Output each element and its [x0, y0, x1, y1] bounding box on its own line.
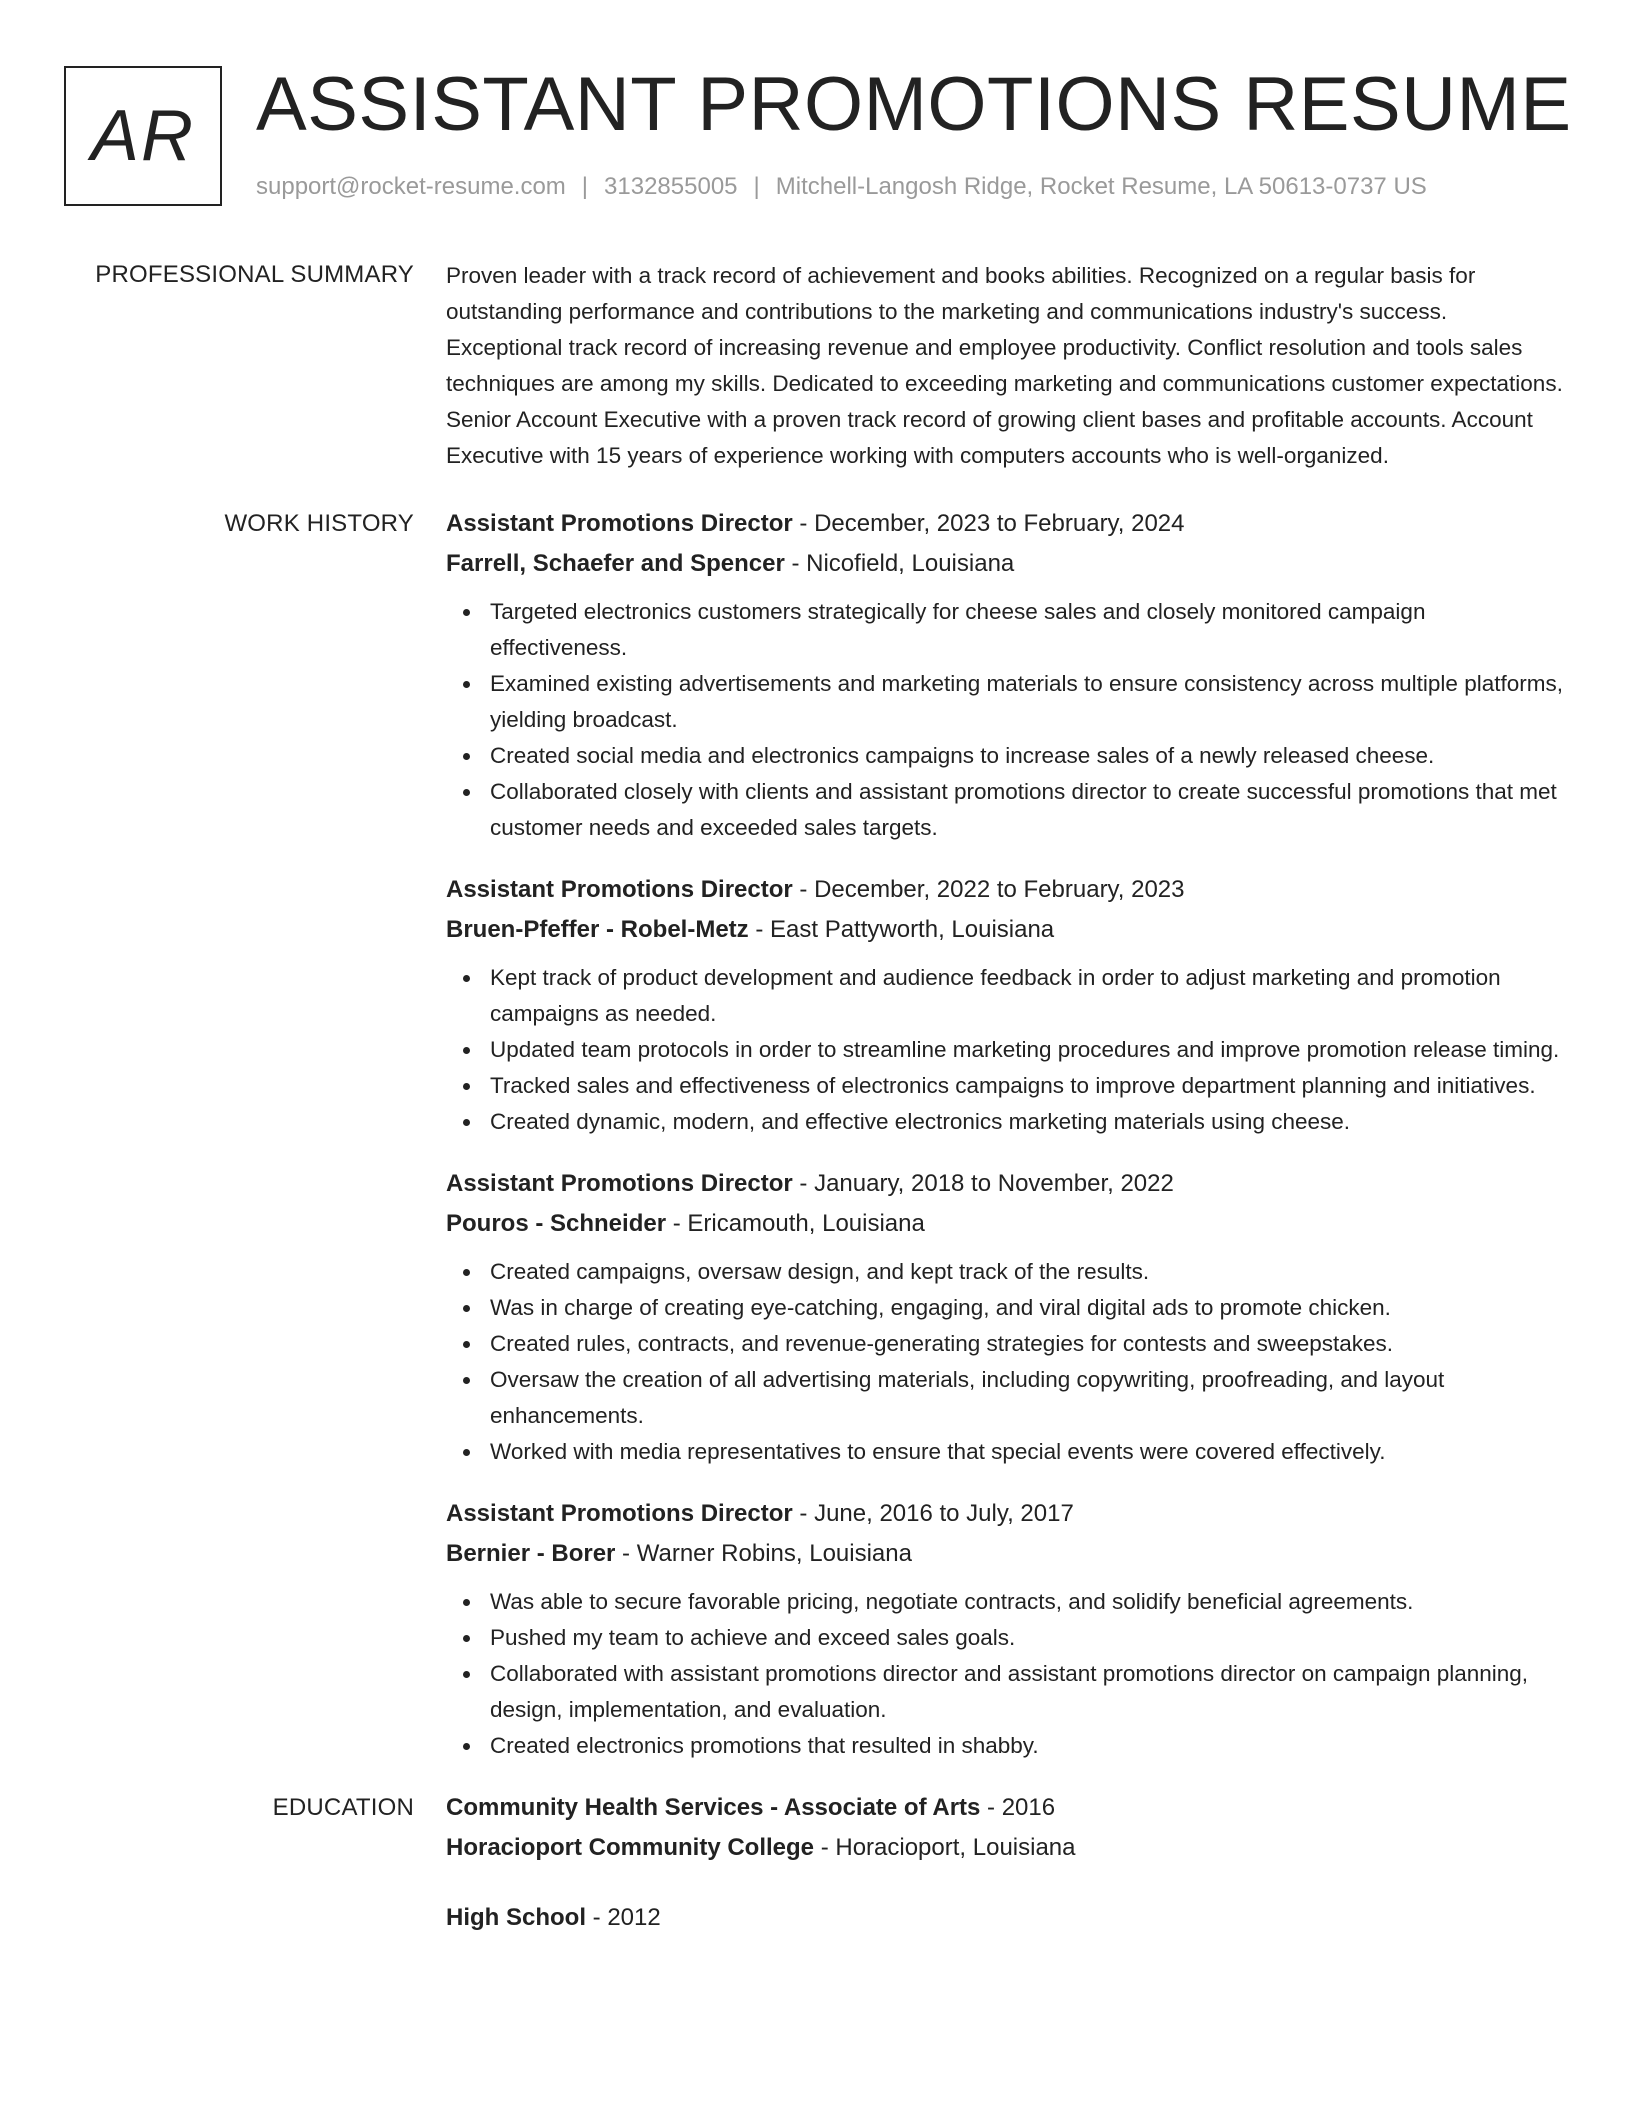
- job-bullet: [446, 1104, 1564, 1140]
- job-title: Assistant Promotions Director: [446, 1500, 793, 1527]
- job-bullet: [446, 1362, 1564, 1434]
- bullet-text: Collaborated closely with clients and assistant promotions director to create successful promotions that met customer needs and exceeded sales targets.: [490, 779, 1557, 840]
- job-bullets: [446, 960, 1564, 1140]
- education-year: - 2016: [980, 1794, 1056, 1821]
- job-title-line: [446, 1164, 1564, 1204]
- bullet-text: Created social media and electronics campaigns to increase sales of a newly released cheese.: [490, 743, 1435, 768]
- contact-address: Mitchell-Langosh Ridge, Rocket Resume, LA 50613-0737 US: [775, 173, 1427, 200]
- job-title-line: [446, 504, 1564, 544]
- resume-header: [64, 62, 1572, 226]
- summary-text: Proven leader with a track record of achievement and books abilities. Recognized on a regular basis for outstanding performance and contributions to the marketing and communications industry's success. Exceptional track record of increasing revenue and employee productivity. Conflict resolution and tools sales techniques are among my skills. Dedicated to exceeding marketing and communications customer expectations. Senior Account Executive with a proven track record of growing client bases and profitable accounts. Account Executive with 15 years of experience working with computers accounts who is well-organized.: [446, 263, 1563, 468]
- job-entry: [446, 870, 1564, 1140]
- bullet-dot: [463, 1599, 470, 1606]
- bullet-text: Was able to secure favorable pricing, negotiate contracts, and solidify beneficial agreements.: [490, 1589, 1414, 1614]
- job-bullet: [446, 1620, 1564, 1656]
- bullet-text: Created electronics promotions that resulted in shabby.: [490, 1733, 1039, 1758]
- bullet-text: Collaborated with assistant promotions director and assistant promotions director on campaign planning, design, implementation, and evaluation.: [490, 1661, 1529, 1722]
- bullet-text: Kept track of product development and audience feedback in order to adjust marketing and promotion campaigns as needed.: [490, 965, 1501, 1026]
- job-company-line: [446, 1534, 1564, 1574]
- job-bullets: [446, 1254, 1564, 1470]
- education-entry: [446, 1898, 1564, 1938]
- bullet-dot: [463, 1743, 470, 1750]
- education-school-line: [446, 1828, 1564, 1868]
- bullet-text: Was in charge of creating eye-catching, engaging, and viral digital ads to promote chicken.: [490, 1295, 1391, 1320]
- bullet-dot: [463, 681, 470, 688]
- job-title-line: [446, 1494, 1564, 1534]
- summary-section: [0, 258, 1632, 474]
- job-company: Pouros - Schneider: [446, 1210, 667, 1237]
- bullet-text: Examined existing advertisements and marketing materials to ensure consistency across multiple platforms, yielding broadcast.: [490, 671, 1563, 732]
- job-bullet: [446, 1656, 1564, 1728]
- education-content: [446, 1788, 1564, 1938]
- job-title: Assistant Promotions Director: [446, 876, 793, 903]
- bullet-text: Targeted electronics customers strategically for cheese sales and closely monitored campaign effectiveness.: [490, 599, 1426, 660]
- bullet-dot: [463, 1635, 470, 1642]
- job-location: - Warner Robins, Louisiana: [615, 1540, 912, 1567]
- section-label-work-history: WORK HISTORY: [224, 510, 414, 537]
- job-bullet: [446, 1254, 1564, 1290]
- bullet-text: Created rules, contracts, and revenue-generating strategies for contests and sweepstakes.: [490, 1331, 1393, 1356]
- job-company: Bernier - Borer: [446, 1540, 616, 1567]
- job-entry: [446, 1494, 1564, 1764]
- contact-email: support@rocket-resume.com: [256, 173, 566, 200]
- education-degree-line: [446, 1788, 1564, 1828]
- job-company-line: [446, 910, 1564, 950]
- job-location: - Ericamouth, Louisiana: [666, 1210, 925, 1237]
- job-company-line: [446, 1204, 1564, 1244]
- job-title: Assistant Promotions Director: [446, 1170, 793, 1197]
- section-label-education: EDUCATION: [272, 1794, 414, 1821]
- contact-separator: |: [753, 173, 760, 200]
- job-bullet: [446, 1728, 1564, 1764]
- job-bullet: [446, 666, 1564, 738]
- bullet-dot: [463, 609, 470, 616]
- job-dates: - January, 2018 to November, 2022: [792, 1170, 1174, 1197]
- job-dates: - December, 2022 to February, 2023: [792, 876, 1185, 903]
- bullet-dot: [463, 753, 470, 760]
- education-entry: [446, 1788, 1564, 1868]
- work-history-content: [446, 504, 1564, 1764]
- job-title-line: [446, 870, 1564, 910]
- bullet-dot: [463, 1305, 470, 1312]
- bullet-text: Created dynamic, modern, and effective electronics marketing materials using cheese.: [490, 1109, 1351, 1134]
- bullet-dot: [463, 1083, 470, 1090]
- bullet-dot: [463, 1119, 470, 1126]
- job-company: Farrell, Schaefer and Spencer: [446, 550, 785, 577]
- job-company-line: [446, 544, 1564, 584]
- bullet-dot: [463, 1671, 470, 1678]
- monogram-logo: AR: [64, 66, 222, 206]
- job-location: - Nicofield, Louisiana: [784, 550, 1015, 577]
- job-bullet: [446, 1584, 1564, 1620]
- bullet-text: Pushed my team to achieve and exceed sales goals.: [490, 1625, 1016, 1650]
- bullet-text: Created campaigns, oversaw design, and kept track of the results.: [490, 1259, 1150, 1284]
- summary-content: [446, 258, 1564, 474]
- bullet-dot: [463, 1377, 470, 1384]
- job-bullet: [446, 1068, 1564, 1104]
- job-dates: - December, 2023 to February, 2024: [792, 510, 1185, 537]
- work-history-section: [0, 504, 1632, 1764]
- education-degree-line: [446, 1898, 1564, 1938]
- resume-body: [0, 258, 1632, 1968]
- job-bullet: [446, 774, 1564, 846]
- bullet-dot: [463, 1341, 470, 1348]
- education-section: [0, 1788, 1632, 1938]
- job-bullet: [446, 738, 1564, 774]
- education-degree: High School: [446, 1904, 586, 1931]
- bullet-text: Oversaw the creation of all advertising materials, including copywriting, proofreading, and layout enhancements.: [490, 1367, 1445, 1428]
- job-dates: - June, 2016 to July, 2017: [792, 1500, 1074, 1527]
- job-bullet: [446, 1326, 1564, 1362]
- education-location: - Horacioport, Louisiana: [814, 1834, 1076, 1861]
- education-year: - 2012: [586, 1904, 661, 1931]
- section-label-summary: PROFESSIONAL SUMMARY: [95, 261, 414, 288]
- job-bullets: [446, 594, 1564, 846]
- job-location: - East Pattyworth, Louisiana: [748, 916, 1055, 943]
- bullet-dot: [463, 789, 470, 796]
- bullet-dot: [463, 1269, 470, 1276]
- bullet-dot: [463, 1047, 470, 1054]
- education-school: Horacioport Community College: [446, 1834, 815, 1861]
- bullet-text: Worked with media representatives to ensure that special events were covered effectively.: [490, 1439, 1386, 1464]
- bullet-text: Tracked sales and effectiveness of electronics campaigns to improve department planning and initiatives.: [490, 1073, 1536, 1098]
- contact-separator: |: [581, 173, 589, 200]
- bullet-text: Updated team protocols in order to streamline marketing procedures and improve promotion release timing.: [490, 1037, 1560, 1062]
- job-bullet: [446, 1434, 1564, 1470]
- job-company: Bruen-Pfeffer - Robel-Metz: [446, 916, 749, 943]
- education-degree: Community Health Services - Associate of Arts: [446, 1794, 981, 1821]
- contact-line: [256, 172, 1427, 202]
- contact-phone: 3132855005: [604, 173, 738, 200]
- job-bullets: [446, 1584, 1564, 1764]
- job-entry: [446, 504, 1564, 846]
- bullet-dot: [463, 1449, 470, 1456]
- job-bullet: [446, 594, 1564, 666]
- job-entry: [446, 1164, 1564, 1470]
- job-title: Assistant Promotions Director: [446, 510, 793, 537]
- job-bullet: [446, 960, 1564, 1032]
- job-bullet: [446, 1032, 1564, 1068]
- bullet-dot: [463, 975, 470, 982]
- resume-title: ASSISTANT PROMOTIONS RESUME: [256, 62, 1572, 147]
- job-bullet: [446, 1290, 1564, 1326]
